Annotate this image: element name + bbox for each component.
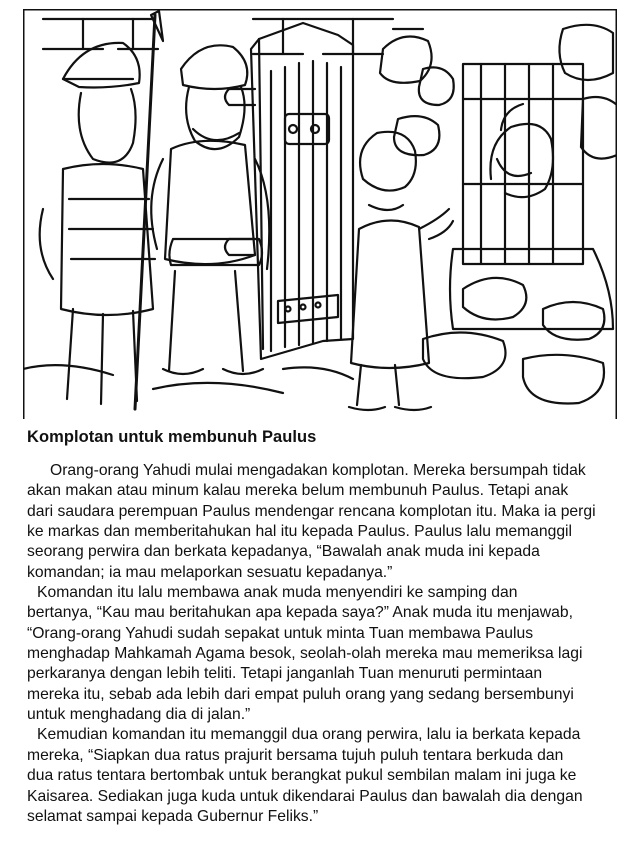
story-body — [27, 461, 617, 827]
text-line: Orang-orang Yahudi mulai mengadakan komplotan. Mereka bersumpah tidak — [50, 462, 586, 479]
text-line: selamat sampai kepada Gubernur Feliks.” — [27, 807, 319, 825]
text-line: untuk menghadang dia di jalan.” — [27, 706, 251, 724]
text-line: “Orang-orang Yahudi sudah sepakat untuk minta Tuan membawa Paulus — [27, 624, 534, 642]
text-line: Kaisarea. Sediakan juga kuda untuk dikendarai Paulus dan bawalah dia dengan — [27, 787, 583, 805]
text-line: Kemudian komandan itu memanggil dua orang perwira, lalu ia berkata kepada — [37, 726, 581, 744]
paragraph-3 — [27, 725, 617, 827]
text-line: menghadap Mahkamah Agama besok, seolah-olah mereka mau memeriksa lagi — [27, 645, 583, 663]
paragraph-2 — [27, 583, 617, 725]
text-line: dari saudara perempuan Paulus mendengar rencana komplotan itu. Maka ia pergi — [27, 502, 596, 520]
text-line: akan makan atau minum kalau mereka belum membunuh Paulus. Tetapi anak — [27, 482, 569, 500]
text-line: mereka, “Siapkan dua ratus prajurit bersama tujuh puluh tentara berkuda dan — [27, 746, 564, 764]
text-line: Komandan itu lalu membawa anak muda menyendiri ke samping dan — [37, 584, 518, 602]
text-line: dua ratus tentara bertombak untuk berangkat pukul sembilan malam ini juga ke — [27, 767, 577, 785]
paragraph-1 — [27, 461, 617, 583]
text-line: komandan; ia mau melaporkan sesuatu kepadanya.” — [27, 563, 393, 581]
text-line: ke markas dan memberitahukan hal itu kepada Paulus. Paulus lalu memanggil — [27, 523, 573, 541]
text-line: bertanya, “Kau mau beritahukan apa kepada saya?” Anak muda itu menjawab, — [27, 604, 573, 622]
text-line: mereka itu, sebab ada lebih dari empat puluh orang yang sedang bersembunyi — [27, 685, 574, 703]
story-title: Komplotan untuk membunuh Paulus — [27, 428, 317, 446]
coloring-illustration — [23, 9, 617, 419]
text-line: seorang perwira dan berkata kepadanya, “Bawalah anak muda ini kepada — [27, 543, 540, 561]
prison-scene-drawing — [23, 9, 617, 419]
text-line: perkaranya dengan lebih teliti. Tetapi janganlah Tuan menuruti permintaan — [27, 665, 543, 683]
